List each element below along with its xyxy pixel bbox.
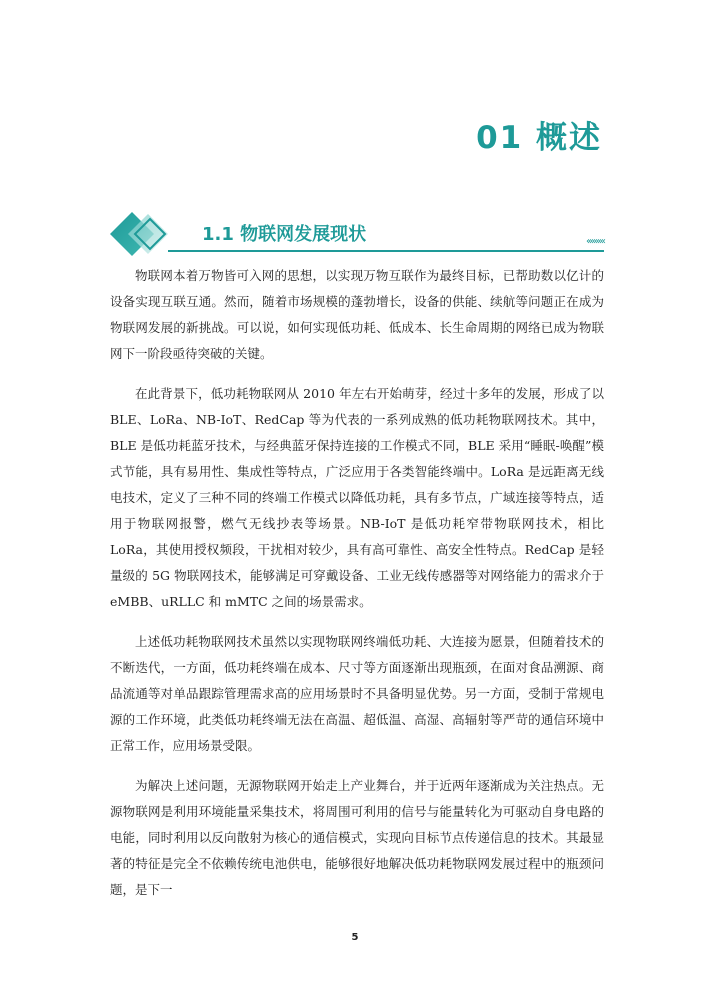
section-title: 1.1 物联网发展现状 [202, 224, 367, 245]
paragraph-1: 物联网本着万物皆可入网的思想，以实现万物互联作为最终目标，已帮助数以亿计的设备实现互联互通。然而，随着市场规模的蓬勃增长，设备的供能、续航等问题正在成为物联网发展的新挑战。可以说，如何实现低功耗、低成本、长生命周期的网络已成为物联网下一阶段亟待突破的关键。 [110, 268, 604, 361]
body-text [110, 263, 604, 917]
paragraph-2: 在此背景下，低功耗物联网从 2010 年左右开始萌芽，经过十多年的发展，形成了以 BLE、LoRa、NB-IoT、RedCap 等为代表的一系列成熟的低功耗物联网技术。其中，BLE 是低功耗蓝牙技术，与经典蓝牙保持连接的工作模式不同，BLE 采用“睡眠-唤醒”模式节能，具有易用性、集成性等特点，广泛应用于各类智能终端中。LoRa 是远距离无线电技术，定义了三种不同的终端工作模式以降低功耗，具有多节点，广域连接等特点，适用于物联网报警，燃气无线抄表等场景。NB-IoT 是低功耗窄带物联网技术，相比 LoRa，其使用授权频段，干扰相对较少，具有高可靠性、高安全性特点。RedCap 是轻量级的 5G 物联网技术，能够满足可穿戴设备、工业无线传感器等对网络能力的需求介于 eMBB、uRLLC 和 mMTC 之间的场景需求。 [110, 386, 604, 609]
section-divider [168, 250, 604, 252]
chevrons-left-icon: ‹‹‹‹‹‹‹‹‹ [586, 236, 604, 247]
section-header [110, 210, 604, 258]
diamond-logo-icon [110, 210, 174, 258]
chapter-title: 01 概述 [476, 120, 602, 156]
page-number: 5 [351, 932, 359, 943]
paragraph-3: 上述低功耗物联网技术虽然以实现物联网终端低功耗、大连接为愿景，但随着技术的不断迭代，一方面，低功耗终端在成本、尺寸等方面逐渐出现瓶颈，在面对食品溯源、商品流通等对单品跟踪管理需求高的应用场景时不具备明显优势。另一方面，受制于常规电源的工作环境，此类低功耗终端无法在高温、超低温、高湿、高辐射等严苛的通信环境中正常工作，应用场景受限。 [110, 634, 604, 753]
paragraph-4: 为解决上述问题，无源物联网开始走上产业舞台，并于近两年逐渐成为关注热点。无源物联网是利用环境能量采集技术，将周围可利用的信号与能量转化为可驱动自身电路的电能，同时利用以反向散射为核心的通信模式，实现向目标节点传递信息的技术。其最显著的特征是完全不依赖传统电池供电，能够很好地解决低功耗物联网发展过程中的瓶颈问题，是下一 [110, 778, 604, 897]
